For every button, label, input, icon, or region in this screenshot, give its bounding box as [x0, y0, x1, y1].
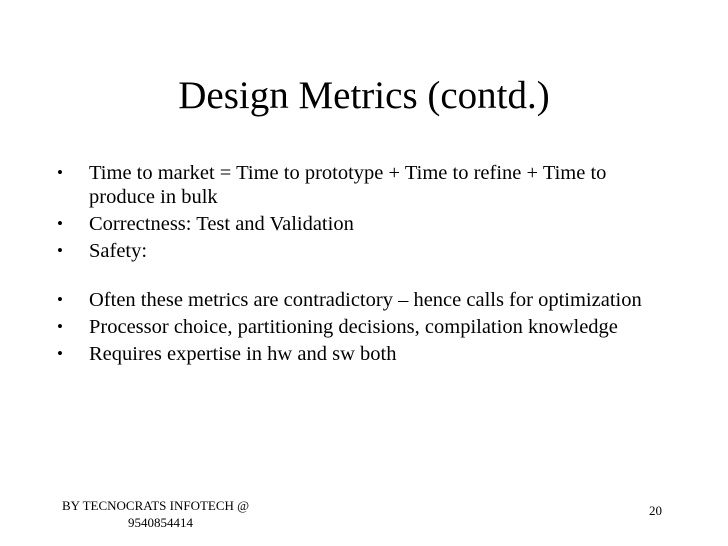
bullet-text: Safety: — [89, 240, 148, 262]
bullet-item — [57, 342, 657, 366]
bullet-glyph: • — [57, 317, 63, 336]
footer-credit-line1: BY TECNOCRATS INFOTECH @ — [62, 498, 250, 513]
bullet-list — [57, 161, 657, 369]
bullet-glyph: • — [57, 163, 63, 182]
bullet-glyph: • — [57, 214, 63, 233]
bullet-item — [57, 315, 657, 339]
bullet-glyph: • — [57, 290, 63, 309]
bullet-item — [57, 288, 657, 312]
footer-credit — [62, 497, 249, 531]
slide-title: Design Metrics (contd.) — [178, 74, 550, 117]
bullet-text: Requires expertise in hw and sw both — [89, 343, 397, 365]
bullet-text: Correctness: Test and Validation — [89, 213, 354, 235]
footer-credit-line2: 9540854414 — [128, 515, 193, 530]
page-number: 20 — [649, 503, 662, 518]
bullet-item — [57, 212, 657, 236]
bullet-item — [57, 239, 657, 263]
bullet-text: Often these metrics are contradictory – hence calls for optimization — [89, 289, 642, 311]
bullet-item — [57, 161, 657, 209]
bullet-text: Processor choice, partitioning decisions, compilation knowledge — [89, 316, 618, 338]
bullet-glyph: • — [57, 241, 63, 260]
bullet-glyph: • — [57, 344, 63, 363]
bullet-text: Time to market = Time to prototype + Time to refine + Time to produce in bulk — [89, 162, 607, 208]
